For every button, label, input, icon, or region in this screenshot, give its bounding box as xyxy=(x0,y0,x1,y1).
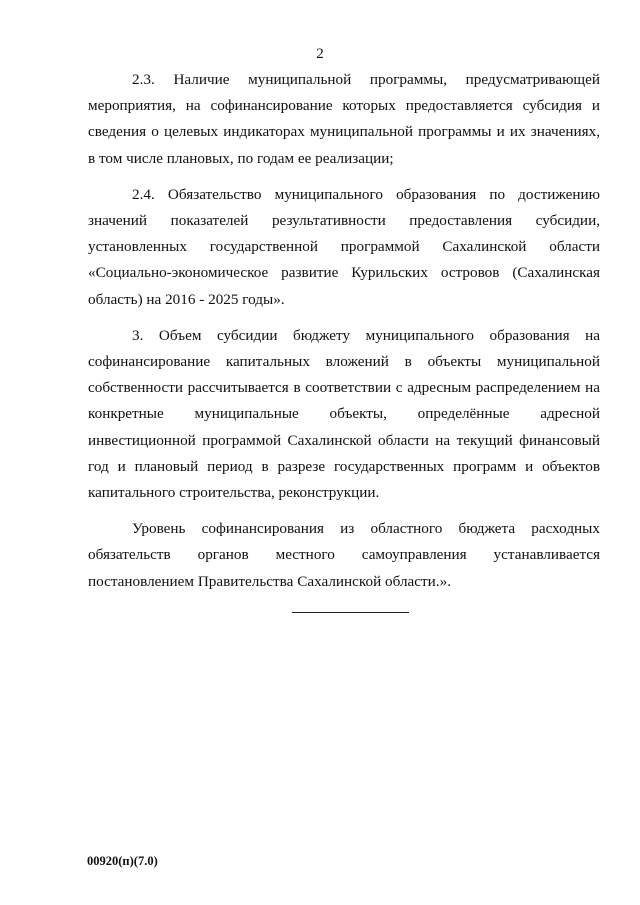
paragraph-2-4: 2.4. Обязательство муниципального образования по достижению значений показателей результативности предоставления субсидии, установленных государственной программой Сахалинской области «Социально-экономическое развитие Курильских островов (Сахалинская область) на 2016 - 2025 годы». xyxy=(88,185,600,308)
page-number: 2 xyxy=(316,46,324,62)
document-code: 00920(п)(7.0) xyxy=(87,854,158,868)
paragraph-cofinancing-level: Уровень софинансирования из областного бюджета расходных обязательств органов местного самоуправления устанавливается постановлением Правительства Сахалинской области.». xyxy=(88,520,600,590)
paragraph-3: 3. Объем субсидии бюджету муниципального образования на софинансирование капитальных вложений в объекты муниципальной собственности рассчитывается в соответствии с адресным распределением на конкретные муниципальные объекты, определённые адресной инвестиционной программой Сахалинской области на текущий финансовый год и плановый период в разрезе государственных программ и объектов капитального строительства, реконструкции. xyxy=(88,326,600,502)
paragraph-2-3: 2.3. Наличие муниципальной программы, предусматривающей мероприятия, на софинансирование которых предоставляется субсидия и сведения о целевых индикаторах муниципальной программы и их значениях, в том числе плановых, по годам ее реализации; xyxy=(88,71,600,167)
end-divider xyxy=(292,612,409,613)
document-body xyxy=(88,67,600,605)
